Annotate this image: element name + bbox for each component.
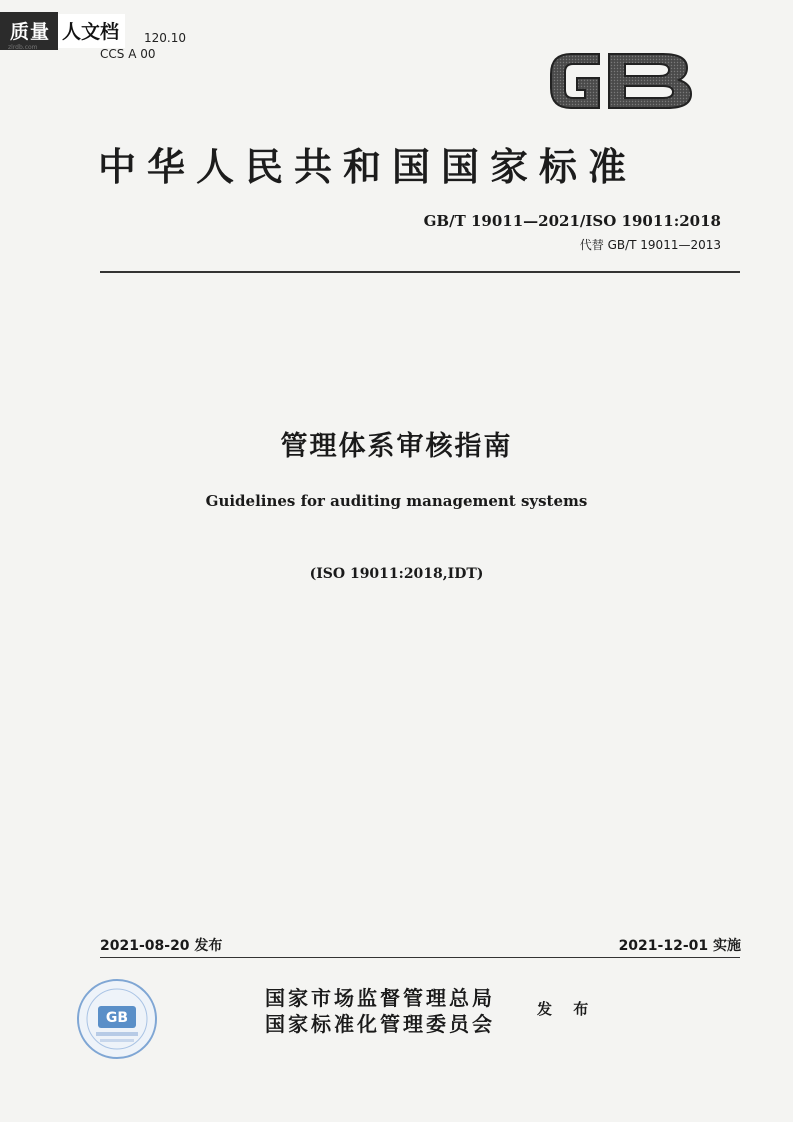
certification-seal-icon xyxy=(76,978,158,1060)
national-standard-title: 中华人民共和国国家标准 xyxy=(98,145,638,189)
watermark-url: zlrdb.com xyxy=(8,44,38,51)
watermark-brand-right: 人文档 xyxy=(58,14,125,48)
svg-text:GB: GB xyxy=(105,1010,129,1026)
footer-divider xyxy=(100,957,740,958)
replaces-standard: 代替 GB/T 19011—2013 xyxy=(579,238,721,252)
issuer-sac: 国家标准化管理委员会 xyxy=(265,1012,495,1036)
watermark-brand-left: 质量 xyxy=(0,12,58,50)
ics-code: 120.10 xyxy=(144,31,186,45)
implementation-date: 2021-12-01 实施 xyxy=(618,938,741,954)
document-title-en: Guidelines for auditing management systems xyxy=(205,492,588,510)
classification-codes xyxy=(100,30,186,62)
header-divider xyxy=(100,271,740,273)
publish-label: 发 布 xyxy=(537,1000,597,1018)
standard-number: GB/T 19011—2021/ISO 19011:2018 xyxy=(423,212,721,230)
gb-logo-icon xyxy=(541,40,701,120)
issue-date: 2021-08-20 发布 xyxy=(100,938,223,954)
issuing-authorities xyxy=(265,985,495,1037)
issuer-samr: 国家市场监督管理总局 xyxy=(265,986,495,1010)
equivalence-note: (ISO 19011:2018,IDT) xyxy=(309,566,484,582)
document-title-cn: 管理体系审核指南 xyxy=(280,431,513,462)
ccs-code: CCS A 00 xyxy=(100,47,156,61)
